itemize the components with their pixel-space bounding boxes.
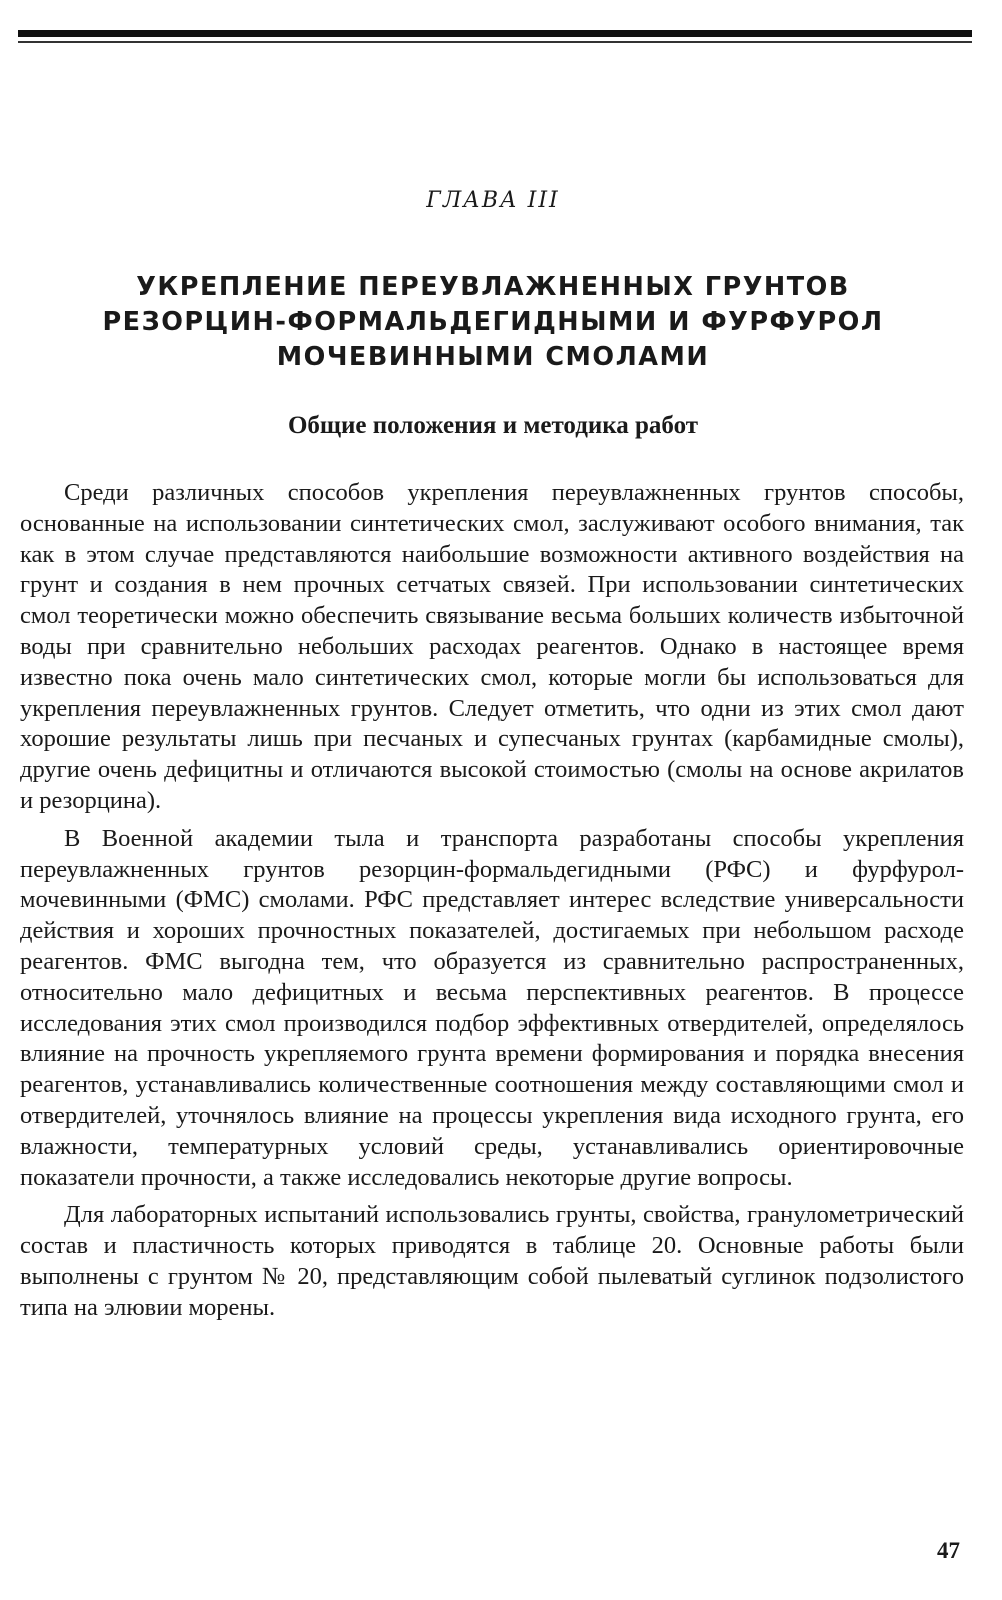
top-rule-thick [18,30,972,37]
page-number: 47 [937,1538,960,1563]
paragraph: Среди различных способов укрепления переувлажненных грунтов способы, основанные на использовании синтетических смол, заслуживают особого внимания, так как в этом случае представляются наибольшие возможности активного воздействия на грунт и создания в нем прочных сетчатых связей. При использовании синтетических смол теоретически можно обеспечить связывание весьма больших количеств избыточной воды при сравнительно небольших расходах реагентов. Однако в настоящее время известно пока очень мало синтетических смол, которые могли бы использоваться для укрепления переувлажненных грунтов. Следует отметить, что одни из этих смол дают хорошие результаты лишь при песчаных и супесчаных грунтах (карбамидные смолы), другие очень дефицитны и отличаются высокой стоимостью (смолы на основе акрилатов и резорцина). [20,479,964,814]
chapter-title-line: РЕЗОРЦИН-ФОРМАЛЬДЕГИДНЫМИ И ФУРФУРОЛ [102,307,884,337]
paragraph: Для лабораторных испытаний использовались грунты, свойства, гранулометрический состав и пластичность которых приводятся в таблице 20. Основные работы были выполнены с грунтом № 20, представляющим собой пылеватый суглинок подзолистого типа на элювии морены. [20,1201,964,1321]
chapter-title-line: МОЧЕВИННЫМИ СМОЛАМИ [276,342,710,372]
top-rule-thin [18,41,972,43]
section-heading: Общие положения и методика работ [287,412,699,439]
body-text [20,478,964,1324]
chapter-label: ГЛАВА III [426,188,560,213]
paragraph: В Военной академии тыла и транспорта разработаны способы укрепления переувлажненных грунтов резорцин-формальдегидными (РФС) и фурфурол-мочевинными (ФМС) смолами. РФС представляет интерес вследствие универсальности действия и хороших прочностных показателей, достигаемых при небольшом расходе реагентов. ФМС выгодна тем, что образуется из сравнительно распространенных, относительно мало дефицитных и весьма перспективных реагентов. В процессе исследования этих смол производился подбор эффективных отвердителей, определялось влияние на прочность укрепляемого грунта времени формирования и порядка внесения реагентов, устанавливались количественные соотношения между составляющими смол и отвердителей, уточнялось влияние на процессы укрепления вида исходного грунта, его влажности, температурных условий среды, устанавливались ориентировочные показатели прочности, а также исследовались некоторые другие вопросы. [20,824,964,1191]
chapter-title-line: УКРЕПЛЕНИЕ ПЕРЕУВЛАЖНЕННЫХ ГРУНТОВ [136,272,850,302]
chapter-title [60,270,926,375]
